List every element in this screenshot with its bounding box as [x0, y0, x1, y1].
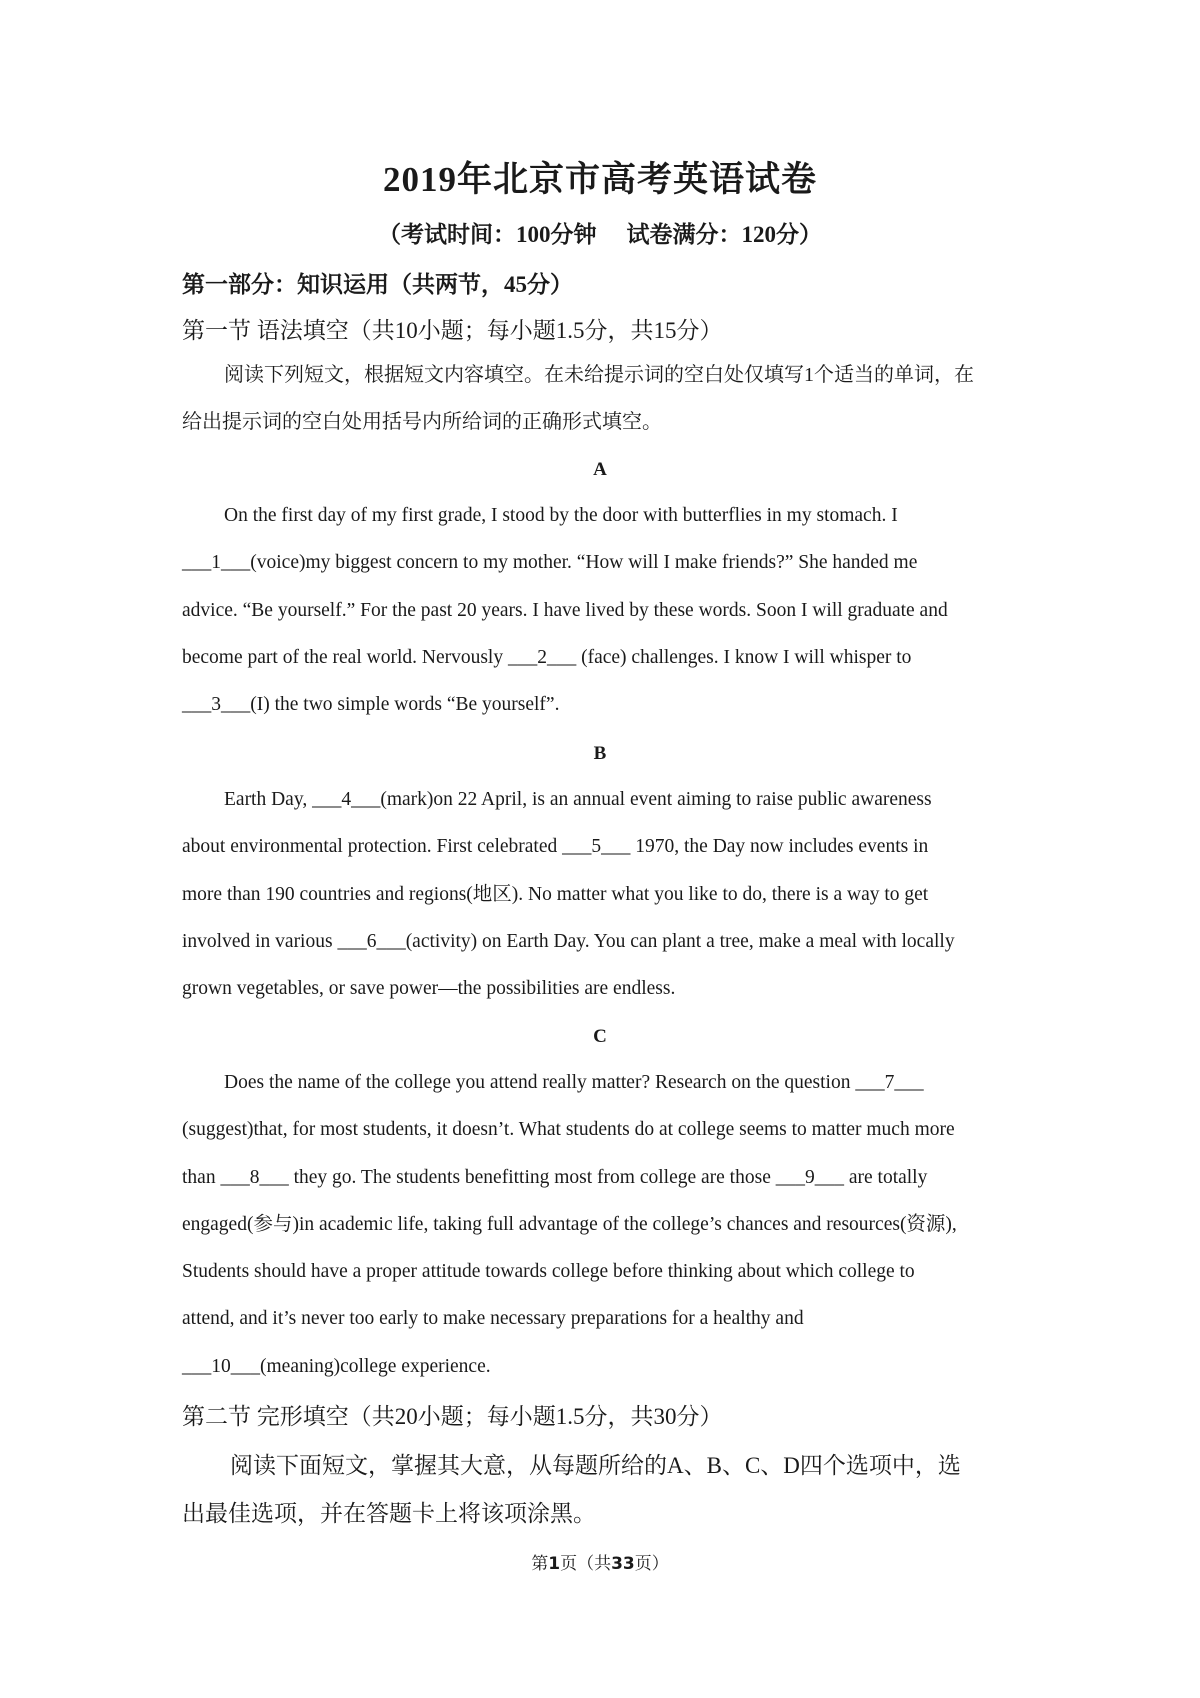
passage-label-a: A	[593, 459, 607, 480]
part-one-heading: 第一部分：知识运用（共两节，45分）	[182, 272, 573, 297]
footer-page-number: 1	[548, 1554, 561, 1574]
passage-line: ___1___(voice)my biggest concern to my mother. “How will I make friends?” She handed me	[182, 552, 918, 574]
passage-line: engaged(参与)in academic life, taking full advantage of the college’s chances and resources(资源),	[182, 1213, 957, 1235]
exam-full-score: 试卷满分：120分）	[626, 222, 822, 247]
footer-total-pages: 33	[611, 1554, 635, 1574]
passage-label-b: B	[593, 743, 607, 764]
footer-prefix: 第	[531, 1554, 549, 1574]
instructions-line: 阅读下面短文，掌握其大意，从每题所给的A、B、C、D四个选项中，选	[230, 1453, 961, 1478]
instructions-line: 出最佳选项，并在答题卡上将该项涂黑。	[182, 1501, 596, 1526]
passage-line: On the first day of my first grade, I stood by the door with butterflies in my stomach. I	[224, 505, 898, 526]
instructions-line: 阅读下列短文，根据短文内容填空。在未给提示词的空白处仅填写1个适当的单词，在	[224, 364, 974, 386]
passage-line: involved in various ___6___(activity) on Earth Day. You can plant a tree, make a meal with locally	[182, 930, 955, 952]
section-two-heading: 第二节 完形填空（共20小题；每小题1.5分，共30分）	[182, 1404, 723, 1429]
passage-line: ___3___(I) the two simple words “Be yourself”.	[182, 694, 560, 716]
footer-middle: 页（共	[560, 1554, 612, 1574]
passage-label-c: C	[593, 1026, 607, 1047]
passage-line: than ___8___ they go. The students benefitting most from college are those ___9___ are totally	[182, 1166, 928, 1188]
instructions-line: 给出提示词的空白处用括号内所给词的正确形式填空。	[182, 411, 662, 433]
passage-line: Students should have a proper attitude towards college before thinking about which college to	[182, 1261, 915, 1283]
passage-line: advice. “Be yourself.” For the past 20 years. I have lived by these words. Soon I will graduate and	[182, 599, 948, 621]
passage-line: about environmental protection. First celebrated ___5___ 1970, the Day now includes events in	[182, 836, 929, 858]
passage-line: become part of the real world. Nervously ___2___ (face) challenges. I know I will whisper to	[182, 646, 912, 668]
exam-time: （考试时间：100分钟	[378, 222, 597, 247]
passage-b	[182, 776, 1032, 1012]
exam-subtitle	[0, 216, 1200, 249]
passage-line: Earth Day, ___4___(mark)on 22 April, is an annual event aiming to raise public awareness	[224, 789, 932, 810]
passage-line: grown vegetables, or save power—the possibilities are endless.	[182, 978, 676, 1000]
section-two-instructions	[182, 1442, 1022, 1538]
page-footer	[0, 1549, 1200, 1574]
footer-suffix: 页）	[634, 1554, 669, 1574]
passage-c	[182, 1059, 1032, 1390]
passage-a	[182, 492, 1032, 728]
passage-line: (suggest)that, for most students, it doesn’t. What students do at college seems to matter much more	[182, 1119, 955, 1141]
passage-line: more than 190 countries and regions(地区). No matter what you like to do, there is a way to get	[182, 883, 929, 905]
exam-title: 2019年北京市高考英语试卷	[382, 160, 817, 199]
passage-line: ___10___(meaning)college experience.	[182, 1355, 491, 1377]
section-one-instructions	[182, 352, 1022, 446]
passage-line: attend, and it’s never too early to make necessary preparations for a healthy and	[182, 1308, 804, 1330]
passage-line: Does the name of the college you attend really matter? Research on the question ___7___	[224, 1072, 924, 1093]
section-one-heading: 第一节 语法填空（共10小题；每小题1.5分，共15分）	[182, 318, 723, 343]
